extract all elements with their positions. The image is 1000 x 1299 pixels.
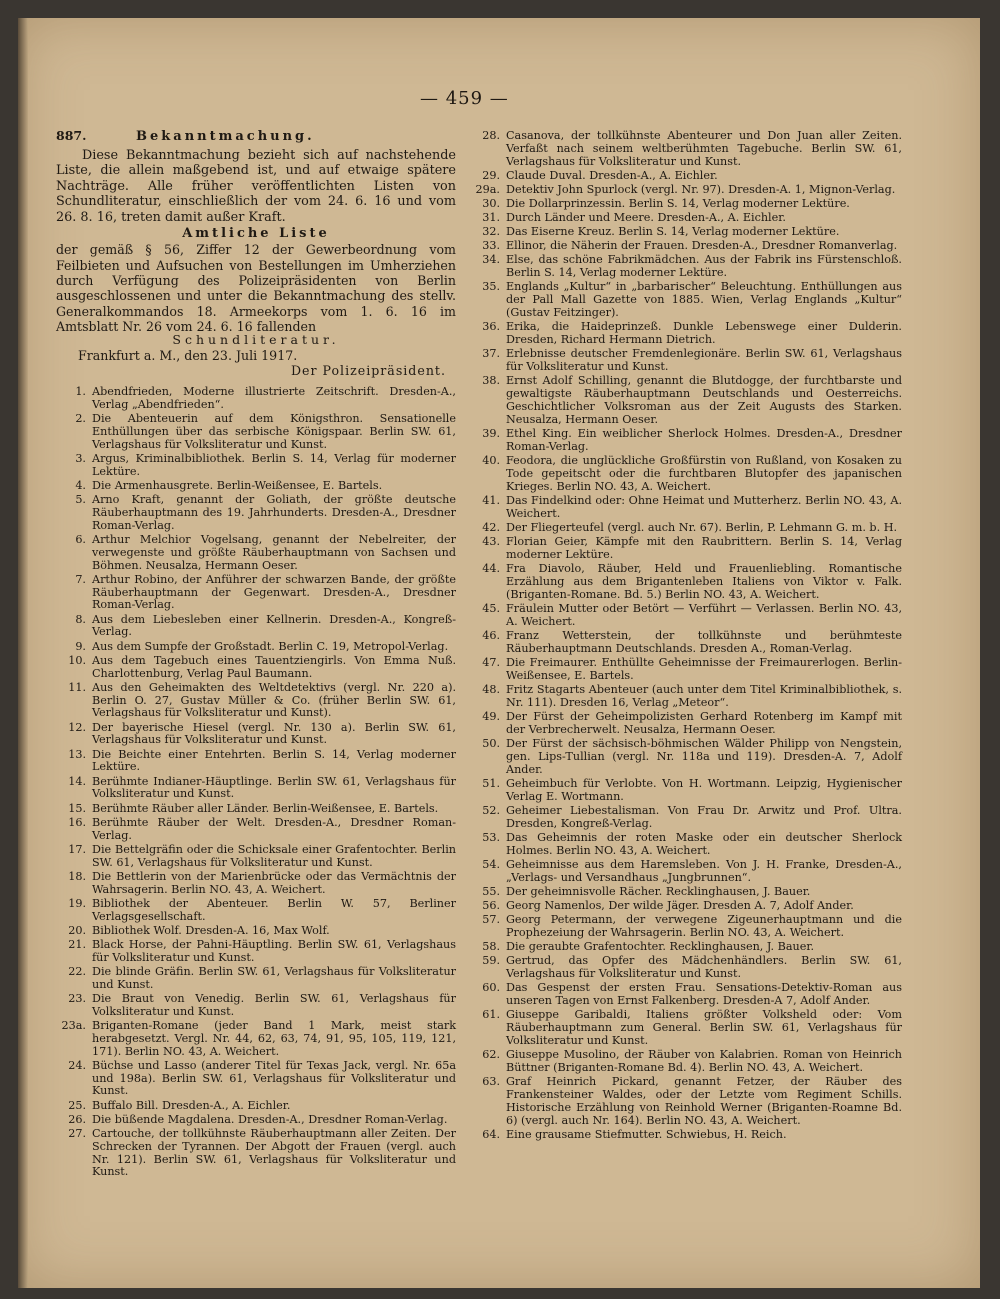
entry-text: Graf Heinrich Pickard, genannt Fetzer, der Räuber des Frankensteiner Waldes, oder der Letzte vom Regiment Schills. Historische Erzählung von Reinhold Werner (Briganten-Roamne Bd. 6) (vergl. auch Nr. 164). Berlin NO. 43, A. Weichert.: [506, 1075, 902, 1127]
entry-number: 26.: [68, 1112, 86, 1126]
entry-number: 23a.: [61, 1018, 86, 1032]
list-title: Amtliche Liste: [182, 226, 330, 242]
entry-number: 25.: [68, 1098, 86, 1112]
list-item: [470, 914, 902, 940]
entry-text: Die geraubte Grafentochter. Recklinghausen, J. Bauer.: [506, 940, 815, 954]
entry-number: 34.: [482, 253, 500, 267]
entry-text: Der Fürst der Geheimpolizisten Gerhard Rotenberg im Kampf mit der Verbrecherwelt. Neusalza, Hermann Oeser.: [506, 710, 902, 736]
entry-number: 27.: [68, 1126, 86, 1140]
entry-number: 29.: [482, 168, 500, 182]
entry-number: 45.: [482, 602, 500, 616]
entry-text: Die blinde Gräfin. Berlin SW. 61, Verlagshaus für Volksliteratur und Kunst.: [92, 964, 456, 991]
entry-number: 3.: [75, 451, 86, 465]
list-item: [470, 684, 902, 710]
entry-number: 23.: [68, 991, 86, 1005]
entry-number: 18.: [68, 869, 86, 883]
notice-header: [56, 130, 456, 144]
list-item: [56, 776, 456, 802]
list-item: [470, 886, 902, 899]
entry-number: 33.: [482, 239, 500, 253]
entry-number: 24.: [68, 1058, 86, 1072]
list-item: [56, 1100, 456, 1113]
entry-text: Giuseppe Garibaldi, Italiens größter Volksheld oder: Vom Räuberhauptmann zum General. Berlin SW. 61, Verlagshaus für Volksliteratur und Kunst.: [506, 1008, 902, 1048]
list-item: [470, 805, 902, 831]
entry-text: Erlebnisse deutscher Fremdenlegionäre. Berlin SW. 61, Verlagshaus für Volksliteratur und Kunst.: [506, 347, 902, 374]
list-item: [470, 130, 902, 169]
entry-number: 20.: [68, 923, 86, 937]
entry-text: Cartouche, der tollkühnste Räuberhauptmann aller Zeiten. Der Schrecken der Tyrannen. Der Abgott der Frauen (vergl. auch Nr. 121). Berlin SW. 61, Verlagshaus für Volksliteratur und Kunst.: [92, 1126, 456, 1179]
list-item: [56, 966, 456, 992]
list-item: [470, 778, 902, 804]
notice-number: 887.: [56, 128, 87, 143]
list-item: [470, 1009, 902, 1048]
entry-number: 62.: [482, 1048, 500, 1062]
entry-number: 61.: [482, 1008, 500, 1022]
entry-number: 48.: [482, 683, 500, 697]
list-item: [470, 657, 902, 683]
list-item: [470, 212, 902, 225]
entry-number: 7.: [75, 572, 86, 586]
entry-text: Bibliothek der Abenteuer. Berlin W. 57, Berliner Verlagsgesellschaft.: [92, 896, 456, 923]
entry-text: Black Horse, der Pahni-Häuptling. Berlin SW. 61, Verlagshaus für Volksliteratur und Kunst.: [92, 937, 456, 964]
list-item: [470, 900, 902, 913]
entry-number: 13.: [68, 747, 86, 761]
list-item: [56, 534, 456, 573]
list-item: [56, 871, 456, 897]
entry-number: 37.: [482, 347, 500, 361]
entry-number: 53.: [482, 831, 500, 844]
entry-text: Die Freimaurer. Enthüllte Geheimnisse der Freimaurerlogen. Berlin-Weißensee, E. Bartels.: [506, 656, 902, 682]
entry-number: 54.: [482, 858, 500, 871]
entry-text: Arthur Robino, der Anführer der schwarzen Bande, der größte Räuberhauptmann der Gegenwart. Dresden-A., Dresdner Roman-Verlag.: [92, 572, 456, 612]
entry-number: 9.: [75, 639, 86, 653]
list-item: [56, 480, 456, 493]
entry-number: 16.: [68, 815, 86, 829]
entry-number: 19.: [68, 896, 86, 910]
entry-text: Fritz Stagarts Abenteuer (auch unter dem Titel Kriminalbibliothek, s. Nr. 111). Dresden 16, Verlag „Meteor“.: [506, 683, 902, 709]
list-item: [56, 413, 456, 452]
entry-number: 15.: [68, 801, 86, 815]
entry-text: Die Bettelgräfin oder die Schicksale einer Grafentochter. Berlin SW. 61, Verlagshaus für Volksliteratur und Kunst.: [92, 842, 456, 869]
entry-number: 40.: [482, 454, 500, 468]
entry-number: 63.: [482, 1075, 500, 1089]
entry-text: Bibliothek Wolf. Dresden-A. 16, Max Wolf.: [92, 923, 330, 937]
list-item: [56, 817, 456, 843]
list-item: [56, 1114, 456, 1127]
list-item: [56, 641, 456, 654]
entry-text: Detektiv John Spurlock (vergl. Nr. 97). Dresden-A. 1, Mignon-Verlag.: [506, 183, 896, 196]
entry-number: 29a.: [475, 183, 500, 196]
entry-text: Arthur Melchior Vogelsang, genannt der Nebelreiter, der verwegenste und größte Räuberhauptmann von Sachsen und Böhmen. Neusalza, Hermann Oeser.: [92, 532, 456, 572]
entry-text: Briganten-Romane (jeder Band 1 Mark, meist stark herabgesetzt. Vergl. Nr. 44, 62, 63, 74, 91, 95, 105, 119, 121, 171). Berlin NO. 43, A. Weichert.: [92, 1018, 456, 1058]
entry-number: 47.: [482, 656, 500, 670]
entry-number: 46.: [482, 629, 500, 643]
list-item: [470, 348, 902, 374]
list-item: [470, 603, 902, 629]
entry-text: Geheimbuch für Verlobte. Von H. Wortmann. Leipzig, Hygienischer Verlag E. Wortmann.: [506, 777, 902, 803]
left-column: [56, 130, 456, 1181]
list-item: [56, 574, 456, 613]
entry-number: 36.: [482, 320, 500, 334]
list-item: [56, 925, 456, 938]
entry-text: Die büßende Magdalena. Dresden-A., Dresdner Roman-Verlag.: [92, 1112, 448, 1126]
entry-text: Argus, Kriminalbibliothek. Berlin S. 14, Verlag für moderner Lektüre.: [92, 451, 456, 478]
entry-number: 14.: [68, 774, 86, 788]
entry-text: Giuseppe Musolino, der Räuber von Kalabrien. Roman von Heinrich Büttner (Briganten-Romane Bd. 4). Berlin NO. 43, A. Weichert.: [506, 1048, 902, 1075]
list-item: [56, 614, 456, 640]
entry-number: 32.: [482, 225, 500, 239]
entry-text: Das Findelkind oder: Ohne Heimat und Mutterherz. Berlin NO. 43, A. Weichert.: [506, 494, 902, 520]
entry-number: 17.: [68, 842, 86, 856]
entry-text: Das Eiserne Kreuz. Berlin S. 14, Verlag moderner Lektüre.: [506, 225, 840, 239]
entry-text: Durch Länder und Meere. Dresden-A., A. Eichler.: [506, 211, 786, 225]
list-item: [56, 494, 456, 533]
entry-number: 12.: [68, 720, 86, 734]
entry-text: Georg Petermann, der verwegene Zigeunerhauptmann und die Prophezeiung der Wahrsagerin. Berlin NO. 43, A. Weichert.: [506, 913, 902, 940]
entry-number: 8.: [75, 612, 86, 626]
entry-text: Buffalo Bill. Dresden-A., A. Eichler.: [92, 1098, 291, 1112]
entry-text: Die Armenhausgrete. Berlin-Weißensee, E. Bartels.: [92, 478, 383, 492]
entry-number: 58.: [482, 940, 500, 954]
entry-text: Florian Geier, Kämpfe mit den Raubrittern. Berlin S. 14, Verlag moderner Lektüre.: [506, 535, 902, 562]
entry-text: Die Dollarprinzessin. Berlin S. 14, Verlag moderner Lektüre.: [506, 197, 850, 211]
entry-text: Aus dem Tagebuch eines Tauentziengirls. Von Emma Nuß. Charlottenburg, Verlag Paul Baumann.: [92, 653, 456, 680]
list-item: [56, 939, 456, 965]
entry-number: 51.: [482, 777, 500, 790]
list-item: [470, 955, 902, 981]
list-subtitle: Schundliteratur.: [172, 332, 340, 348]
entry-number: 11.: [68, 680, 86, 694]
list-item: [56, 453, 456, 479]
list-item: [470, 254, 902, 280]
entry-text: Der bayerische Hiesel (vergl. Nr. 130 a). Berlin SW. 61, Verlagshaus für Volksliteratur und Kunst.: [92, 720, 456, 747]
entry-number: 50.: [482, 737, 500, 751]
entry-text: Der Fürst der sächsisch-böhmischen Wälder Philipp von Nengstein, gen. Lips-Tullian (vergl. Nr. 118a und 119). Dresden-A. 7, Adolf Ander.: [506, 737, 902, 776]
entry-number: 59.: [482, 954, 500, 968]
entry-text: Aus dem Liebesleben einer Kellnerin. Dresden-A., Kongreß-Verlag.: [92, 612, 456, 639]
entry-number: 5.: [75, 492, 86, 506]
entry-text: Abendfrieden, Moderne illustrierte Zeitschrift. Dresden-A., Verlag „Abendfrieden“.: [92, 384, 456, 411]
entry-text: Das Gespenst der ersten Frau. Sensations-Detektiv-Roman aus unseren Tagen von Ernst Falkenberg. Dresden-A 7, Adolf Ander.: [506, 981, 902, 1008]
entry-number: 39.: [482, 427, 500, 441]
entry-text: Aus dem Sumpfe der Großstadt. Berlin C. 19, Metropol-Verlag.: [92, 639, 449, 653]
list-item: [470, 428, 902, 454]
entry-number: 6.: [75, 532, 86, 546]
entry-number: 22.: [68, 964, 86, 978]
entry-text: Berühmte Räuber der Welt. Dresden-A., Dresdner Roman-Verlag.: [92, 815, 456, 842]
list-item: [470, 563, 902, 602]
list-item: [56, 1020, 456, 1059]
entry-text: Claude Duval. Dresden-A., A. Eichler.: [506, 168, 718, 182]
entry-number: 4.: [75, 478, 86, 492]
entry-text: Ellinor, die Näherin der Frauen. Dresden-A., Dresdner Romanverlag.: [506, 239, 898, 253]
entry-text: Ethel King. Ein weiblicher Sherlock Holmes. Dresden-A., Dresdner Roman-Verlag.: [506, 427, 902, 454]
entry-number: 31.: [482, 211, 500, 225]
entry-number: 57.: [482, 913, 500, 927]
entry-number: 21.: [68, 937, 86, 951]
entry-number: 41.: [482, 494, 500, 508]
entry-text: Franz Wetterstein, der tollkühnste und berühmteste Räuberhauptmann Deutschlands. Dresden A., Roman-Verlag.: [506, 629, 902, 655]
left-entry-list: [56, 386, 456, 1180]
list-item: [470, 738, 902, 777]
list-item: [470, 321, 902, 347]
list-item: [470, 832, 902, 858]
entry-text: Geheimnisse aus dem Haremsleben. Von J. H. Franke, Dresden-A., „Verlags- und Versandhaus „Jungbrunnen“.: [506, 858, 902, 884]
dateline: Frankfurt a. M., den 23. Juli 1917.: [78, 348, 298, 363]
entry-text: Das Geheimnis der roten Maske oder ein deutscher Sherlock Holmes. Berlin NO. 43, A. Weichert.: [506, 831, 902, 857]
notice-intro: Diese Bekanntmachung bezieht sich auf nachstehende Liste, die allein maßgebend ist, und auf etwaige spätere Nachträge. Alle früher veröffentlichten Listen von Schundliteratur, einschließlich der vom 24. 6. 16 und vom 26. 8. 16, treten damit außer Kraft.: [56, 147, 456, 225]
entry-text: Berühmte Räuber aller Länder. Berlin-Weißensee, E. Bartels.: [92, 801, 439, 815]
list-item: [56, 722, 456, 748]
list-item: [470, 226, 902, 239]
entry-number: 44.: [482, 562, 500, 576]
entry-number: 56.: [482, 899, 500, 913]
entry-number: 52.: [482, 804, 500, 817]
page-number: — 459 —: [420, 88, 509, 109]
entry-number: 49.: [482, 710, 500, 724]
list-item: [470, 522, 902, 535]
list-item: [56, 993, 456, 1019]
list-item: [56, 898, 456, 924]
entry-text: Arno Kraft, genannt der Goliath, der größte deutsche Räuberhauptmann des 19. Jahrhunderts. Dresden-A., Dresdner Roman-Verlag.: [92, 492, 456, 532]
entry-text: Ernst Adolf Schilling, genannt die Blutdogge, der furchtbarste und gewaltigste Räuberhauptmann Deutschlands und Oesterreichs. Geschichtlicher Volksroman aus der Zeit Augusts des Starken. Neusalza, Hermann Oeser.: [506, 374, 902, 427]
entry-number: 30.: [482, 197, 500, 211]
entry-number: 1.: [75, 384, 86, 398]
authority-signature: Der Polizeipräsident.: [290, 362, 446, 378]
entry-text: Gertrud, das Opfer des Mädchenhändlers. Berlin SW. 61, Verlagshaus für Volksliteratur und Kunst.: [506, 954, 902, 981]
entry-text: Die Braut von Venedig. Berlin SW. 61, Verlagshaus für Volksliteratur und Kunst.: [92, 991, 456, 1018]
list-item: [470, 1049, 902, 1075]
entry-number: 55.: [482, 885, 500, 898]
list-item: [470, 281, 902, 320]
entry-text: Fräulein Mutter oder Betört — Verführt — Verlassen. Berlin NO. 43, A. Weichert.: [506, 602, 902, 628]
entry-text: Erika, die Haideprinzeß. Dunkle Lebenswege einer Dulderin. Dresden, Richard Hermann Dietrich.: [506, 320, 902, 347]
entry-text: Die Abenteuerin auf dem Königsthron. Sensationelle Enthüllungen über das serbische Königspaar. Berlin SW. 61, Verlagshaus für Volksliteratur und Kunst.: [92, 411, 456, 451]
entry-number: 43.: [482, 535, 500, 549]
list-item: [470, 1129, 902, 1142]
list-item: [470, 536, 902, 562]
entry-number: 38.: [482, 374, 500, 388]
entry-number: 64.: [482, 1128, 500, 1141]
notice-title: Bekanntmachung.: [136, 129, 315, 144]
right-column: [470, 130, 902, 1143]
list-item: [56, 655, 456, 681]
entry-number: 60.: [482, 981, 500, 995]
list-item: [470, 184, 902, 197]
list-item: [470, 859, 902, 885]
entry-text: Die Beichte einer Entehrten. Berlin S. 14, Verlag moderner Lektüre.: [92, 747, 456, 774]
list-item: [470, 198, 902, 211]
list-item: [470, 941, 902, 954]
entry-text: Geheimer Liebestalisman. Von Frau Dr. Arwitz und Prof. Ultra. Dresden, Kongreß-Verlag.: [506, 804, 902, 830]
list-item: [56, 682, 456, 721]
list-item: [470, 375, 902, 427]
list-item: [56, 386, 456, 412]
entry-text: Eine grausame Stiefmutter. Schwiebus, H. Reich.: [506, 1128, 787, 1141]
entry-text: Else, das schöne Fabrikmädchen. Aus der Fabrik ins Fürstenschloß. Berlin S. 14, Verlag moderner Lektüre.: [506, 253, 902, 280]
list-item: [56, 844, 456, 870]
entry-text: Berühmte Indianer-Häuptlinge. Berlin SW. 61, Verlagshaus für Volksliteratur und Kunst.: [92, 774, 456, 801]
entry-text: Fra Diavolo, Räuber, Held und Frauenliebling. Romantische Erzählung aus dem Brigantenleben Italiens von Viktor v. Falk. (Briganten-Romane. Bd. 5.) Berlin NO. 43, A. Weichert.: [506, 562, 902, 601]
entry-text: Der geheimnisvolle Rächer. Recklinghausen, J. Bauer.: [506, 885, 811, 898]
list-item: [470, 711, 902, 737]
list-item: [470, 240, 902, 253]
entry-text: Casanova, der tollkühnste Abenteurer und Don Juan aller Zeiten. Verfaßt nach seinem weltberühmten Tagebuche. Berlin SW. 61, Verlagshaus für Volksliteratur und Kunst.: [506, 129, 902, 168]
entry-text: Büchse und Lasso (anderer Titel für Texas Jack, vergl. Nr. 65a und 198a). Berlin SW. 61, Verlagshaus für Volksliteratur und Kunst.: [92, 1058, 456, 1098]
entry-number: 35.: [482, 280, 500, 294]
right-entry-list: [470, 130, 902, 1142]
list-item: [470, 630, 902, 656]
entry-number: 2.: [75, 411, 86, 425]
list-item: [470, 1076, 902, 1128]
list-item: [470, 455, 902, 494]
list-item: [470, 982, 902, 1008]
entry-text: Die Bettlerin von der Marienbrücke oder das Vermächtnis der Wahrsagerin. Berlin NO. 43, A. Weichert.: [92, 869, 456, 896]
list-item: [56, 749, 456, 775]
list-item: [56, 1060, 456, 1099]
entry-text: Englands „Kultur“ in „barbarischer“ Beleuchtung. Enthüllungen aus der Pall Mall Gazette von 1885. Wien, Verlag Englands „Kultur“ (Gustav Feitzinger).: [506, 280, 902, 320]
list-item: [470, 170, 902, 183]
list-item: [56, 1128, 456, 1180]
entry-number: 28.: [482, 129, 500, 142]
list-item: [470, 495, 902, 521]
entry-text: Aus den Geheimakten des Weltdetektivs (vergl. Nr. 220 a). Berlin O. 27, Gustav Müller & Co. (früher Berlin SW. 61, Verlagshaus für Volksliteratur und Kunst).: [92, 680, 456, 720]
list-intro: der gemäß § 56, Ziffer 12 der Gewerbeordnung vom Feilbieten und Aufsuchen von Bestellungen im Umherziehen durch Verfügung des Polizeipräsidenten von Berlin ausgeschlossenen und unter die Bekanntmachung des stellv. Generalkommandos 18. Armeekorps vom 1. 6. 16 im Amtsblatt Nr. 26 vom 24. 6. 16 fallenden: [56, 242, 456, 334]
binding-edge: [18, 18, 28, 1288]
entry-number: 42.: [482, 521, 500, 535]
entry-text: Georg Namenlos, Der wilde Jäger. Dresden A. 7, Adolf Ander.: [506, 899, 854, 913]
entry-number: 10.: [68, 653, 86, 667]
list-item: [56, 803, 456, 816]
entry-text: Der Fliegerteufel (vergl. auch Nr. 67). Berlin, P. Lehmann G. m. b. H.: [506, 521, 898, 535]
entry-text: Feodora, die unglückliche Großfürstin von Rußland, von Kosaken zu Tode gepeitscht oder die furchtbaren Blutopfer des japanischen Krieges. Berlin NO. 43, A. Weichert.: [506, 454, 902, 493]
